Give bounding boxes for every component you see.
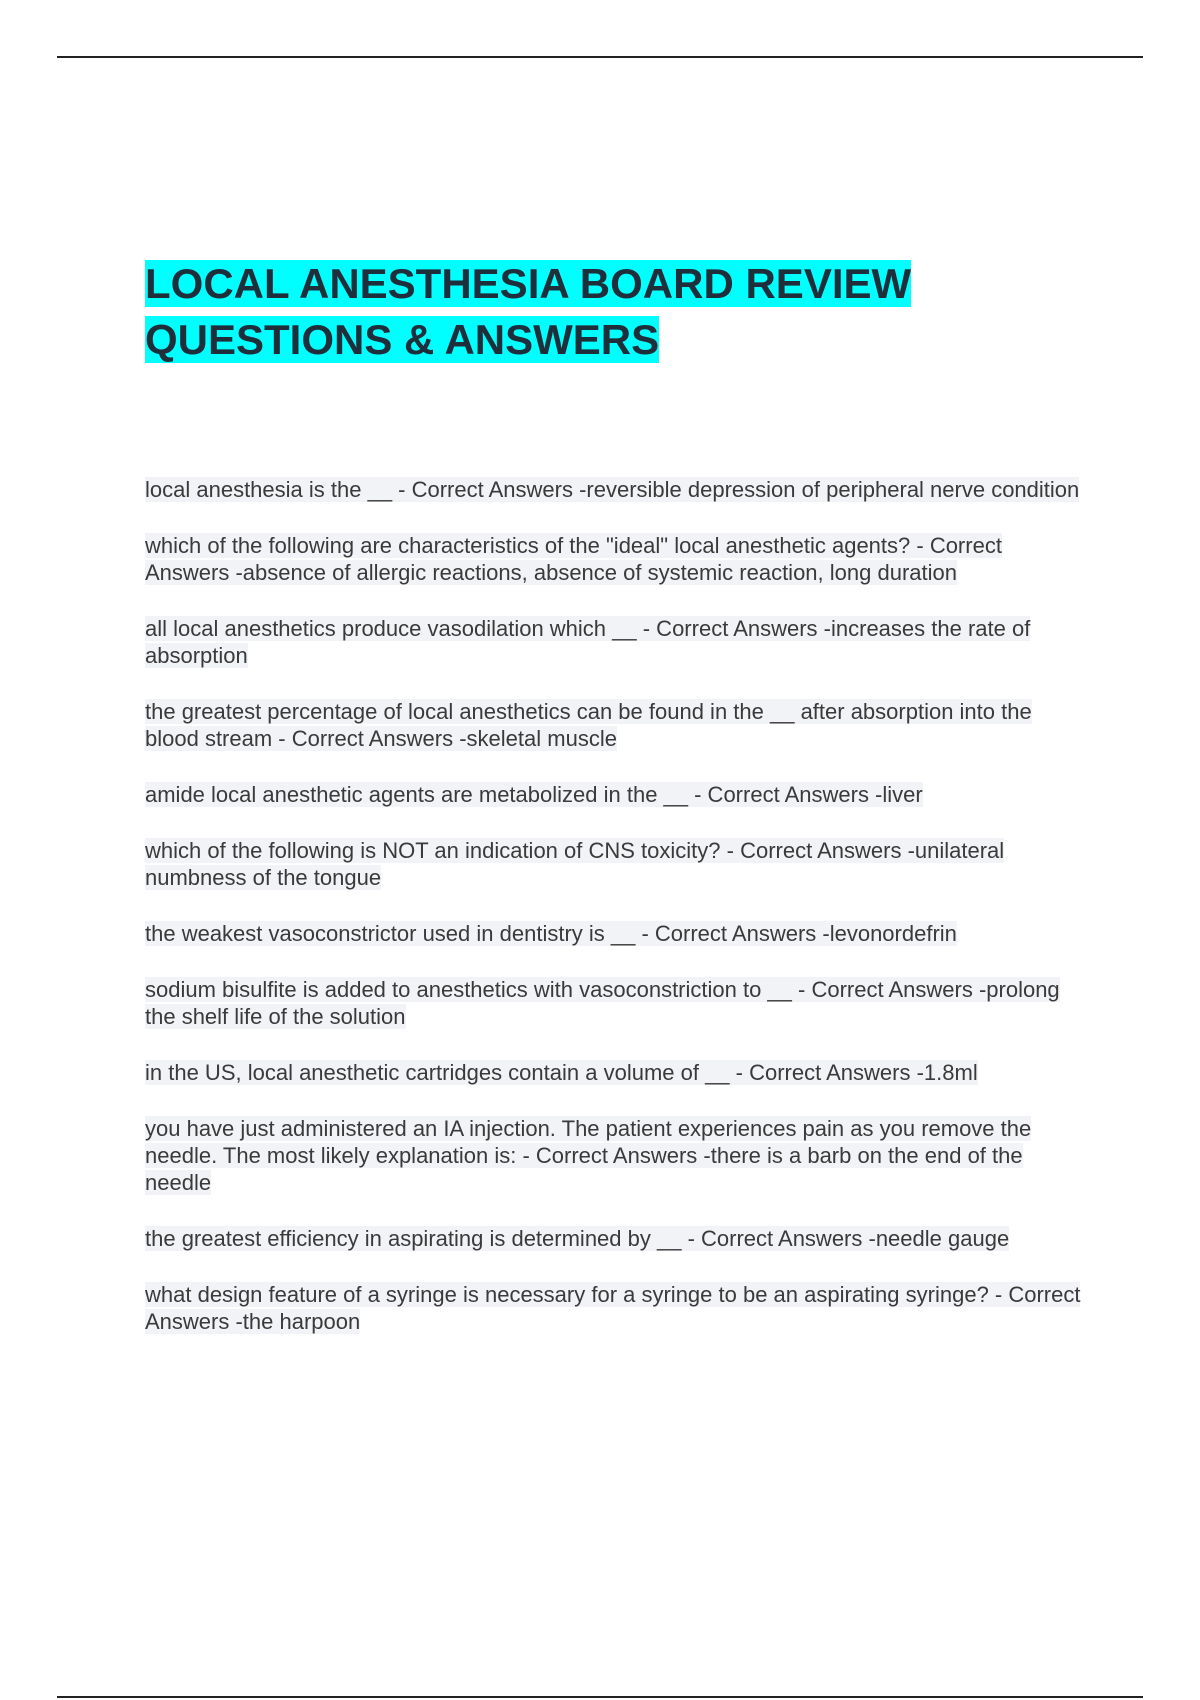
qa-item-text: what design feature of a syringe is necessary for a syringe to be an aspirating syringe? - Correct Answers -the harpoon <box>145 1282 1081 1334</box>
qa-item <box>145 837 1090 891</box>
qa-item <box>145 532 1090 586</box>
document-title <box>145 256 1085 368</box>
qa-item <box>145 615 1090 669</box>
qa-item-text: which of the following are characteristics of the "ideal" local anesthetic agents? - Correct Answers -absence of allergic reactions, absence of systemic reaction, long duration <box>145 533 1002 585</box>
qa-item-text: you have just administered an IA injection. The patient experiences pain as you remove the needle. The most likely explanation is: - Correct Answers -there is a barb on the end of the needle <box>145 1116 1032 1195</box>
qa-item-text: all local anesthetics produce vasodilation which __ - Correct Answers -increases the rate of absorption <box>145 616 1031 668</box>
qa-item-text: the greatest efficiency in aspirating is determined by __ - Correct Answers -needle gauge <box>145 1226 1010 1251</box>
qa-list <box>145 476 1090 1364</box>
qa-item <box>145 698 1090 752</box>
qa-item <box>145 781 1090 808</box>
footer-rule <box>57 1696 1143 1698</box>
qa-item-text: which of the following is NOT an indication of CNS toxicity? - Correct Answers -unilateral numbness of the tongue <box>145 838 1005 890</box>
qa-item-text: in the US, local anesthetic cartridges contain a volume of __ - Correct Answers -1.8ml <box>145 1060 978 1085</box>
qa-item <box>145 1281 1090 1335</box>
title-block <box>145 256 1085 368</box>
qa-item <box>145 1115 1090 1196</box>
qa-item <box>145 976 1090 1030</box>
qa-item-text: sodium bisulfite is added to anesthetics with vasoconstriction to __ - Correct Answers -prolong the shelf life of the solution <box>145 977 1060 1029</box>
header-rule <box>57 56 1143 58</box>
qa-item-text: local anesthesia is the __ - Correct Answers -reversible depression of peripheral nerve condition <box>145 477 1080 502</box>
qa-item <box>145 476 1090 503</box>
qa-item-text: the greatest percentage of local anesthetics can be found in the __ after absorption into the blood stream - Correct Answers -skeletal muscle <box>145 699 1032 751</box>
qa-item <box>145 1225 1090 1252</box>
qa-item-text: the weakest vasoconstrictor used in dentistry is __ - Correct Answers -levonordefrin <box>145 921 957 946</box>
qa-item <box>145 920 1090 947</box>
qa-item <box>145 1059 1090 1086</box>
document-title-text: LOCAL ANESTHESIA BOARD REVIEW QUESTIONS & ANSWERS <box>145 260 912 363</box>
qa-item-text: amide local anesthetic agents are metabolized in the __ - Correct Answers -liver <box>145 782 923 807</box>
